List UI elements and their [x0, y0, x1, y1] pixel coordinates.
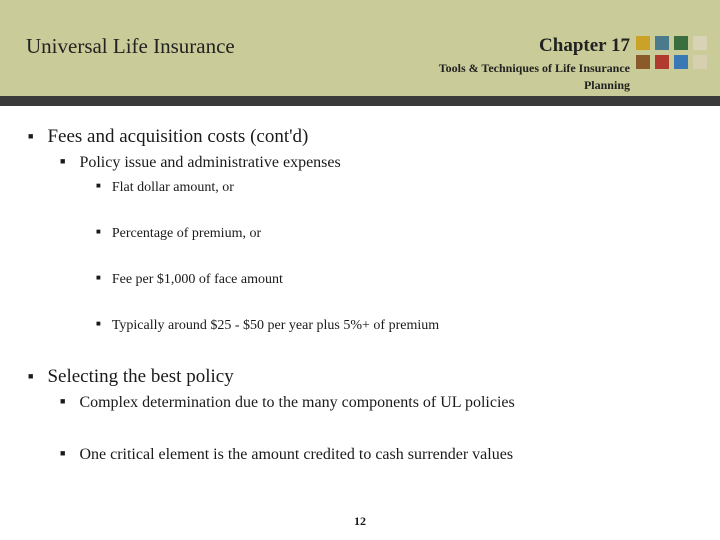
bullet-text: Fees and acquisition costs (cont'd) — [47, 126, 309, 147]
bullet-text: Flat dollar amount, or — [111, 180, 234, 195]
chapter-label: Chapter 17 — [539, 35, 630, 56]
bullet-square-icon: ■ — [60, 448, 66, 459]
bullet-text: Policy issue and administrative expenses — [79, 154, 341, 171]
page-number: 12 — [354, 514, 366, 528]
slide-title: Universal Life Insurance — [26, 34, 235, 58]
bullet-item — [96, 226, 261, 242]
bullet-square-icon: ■ — [28, 370, 34, 381]
bullet-item — [60, 154, 341, 172]
bullet-square-icon: ■ — [96, 273, 101, 283]
bullet-item — [60, 446, 513, 464]
bullet-square-icon: ■ — [96, 181, 101, 191]
bullet-text: Fee per $1,000 of face amount — [111, 272, 283, 287]
bullet-square-icon: ■ — [28, 130, 34, 141]
bullet-text: Percentage of premium, or — [111, 226, 262, 241]
bullet-item — [96, 318, 439, 334]
bullet-square-icon: ■ — [60, 396, 66, 407]
bullet-item — [28, 366, 234, 388]
bullet-square-icon: ■ — [60, 156, 66, 167]
bullet-square-icon: ■ — [96, 319, 101, 329]
bullet-text: Complex determination due to the many components of UL policies — [79, 394, 515, 411]
bullet-text: Selecting the best policy — [47, 366, 234, 387]
bullet-text: One critical element is the amount credited to cash surrender values — [79, 446, 514, 463]
bullet-item — [60, 394, 515, 412]
bullet-item — [96, 272, 283, 288]
bullet-text: Typically around $25 - $50 per year plus 5%+ of premium — [111, 318, 440, 333]
chapter-subtitle: Tools & Techniques of Life Insurance Planning — [438, 61, 630, 92]
bullet-item — [28, 126, 308, 148]
bullet-item — [96, 180, 234, 196]
bullet-square-icon: ■ — [96, 227, 101, 237]
